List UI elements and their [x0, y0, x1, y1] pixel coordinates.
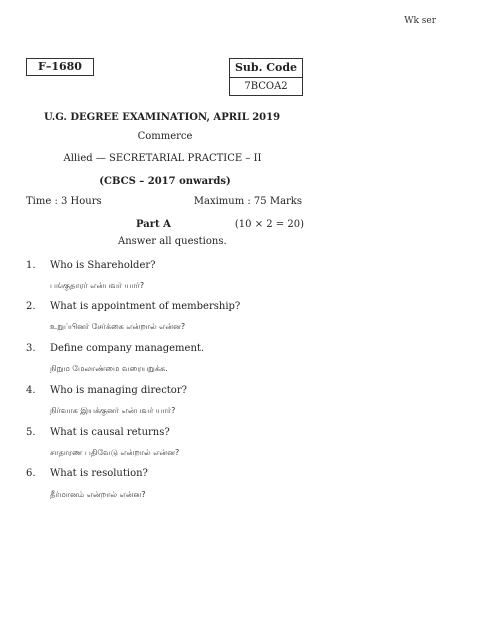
question-text: What is appointment of membership? [50, 301, 241, 312]
exam-time: Time : 3 Hours [26, 196, 102, 207]
paper-title: Allied — SECRETARIAL PRACTICE – II [63, 153, 262, 164]
question-number: 3. [26, 343, 36, 354]
top-right-note: Wk ser [404, 16, 436, 26]
question-number: 6. [26, 468, 36, 479]
question-text: What is causal returns? [50, 427, 170, 438]
max-marks: Maximum : 75 Marks [193, 196, 302, 207]
sub-code-box [229, 58, 303, 96]
sub-code-label: Sub. Code [230, 59, 302, 78]
exam-title: U.G. DEGREE EXAMINATION, APRIL 2019 [43, 112, 281, 123]
question-text: Define company management. [50, 343, 205, 354]
question-number: 2. [26, 301, 36, 312]
question-number: 1. [26, 260, 36, 271]
question-text: What is resolution? [50, 468, 148, 479]
question-text: Who is Shareholder? [50, 260, 156, 271]
question-number: 4. [26, 385, 36, 396]
question-5-tamil: சாதாரண பதிவேடு என்றால் என்ன? [50, 448, 180, 457]
part-title: Part A [136, 219, 171, 230]
scheme: (CBCS – 2017 onwards) [99, 176, 231, 187]
question-4-tamil: நிர்வாக இயக்குனர் என்பவர் யார்? [50, 406, 176, 415]
sub-code-value: 7BCOA2 [244, 81, 288, 92]
paper-code-box [26, 58, 94, 76]
question-text: Who is managing director? [50, 385, 187, 396]
question-3-tamil: நிறும மேலாண்மை வரையறுக்க. [50, 364, 168, 373]
question-6-tamil: தீர்மானம் என்றால் என்ன? [50, 490, 146, 499]
question-2-tamil: உறுப்பினர் சேர்க்கை என்றால் என்ன? [50, 322, 186, 331]
part-instruction: Answer all questions. [118, 236, 227, 247]
question-1-tamil: பங்குதாரர் என்பவர் யார்? [50, 281, 145, 290]
paper-code: F–1680 [38, 60, 82, 73]
exam-subject: Commerce [137, 131, 193, 142]
part-marks: (10 × 2 = 20) [234, 219, 304, 230]
question-number: 5. [26, 427, 36, 438]
